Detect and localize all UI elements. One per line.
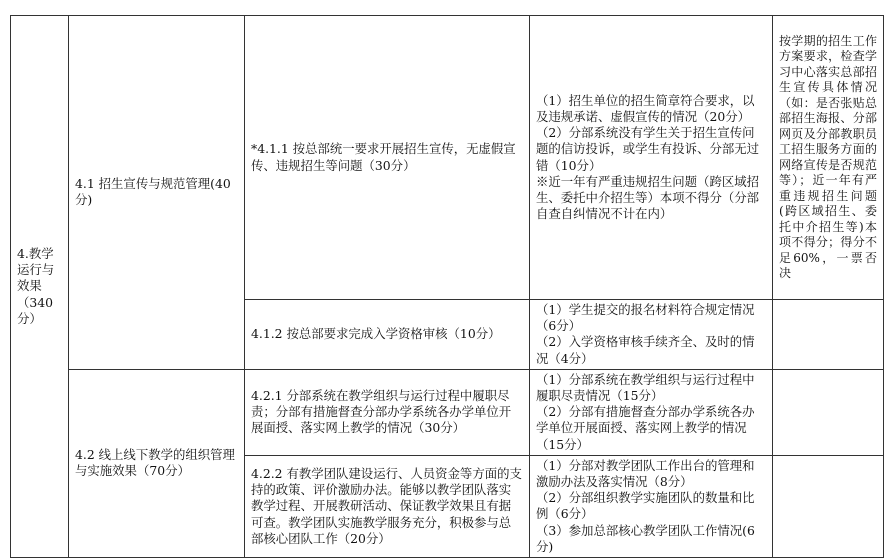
assessment-note-4-1-2 [773,300,884,370]
criteria-4-2-1: （1）分部系统在教学组织与运行过程中履职尽责情况（15分） （2）分部有措施督查分部办学系统各办学单位开展面授、落实网上教学的情况（15分） [530,369,773,455]
table-row [11,16,884,300]
level1-cell: 4.教学运行与效果（340分） [11,16,69,558]
item-title-4-1-2: 4.1.2 按总部要求完成入学资格审核（10分） [245,300,530,370]
criteria-4-1-1: （1）招生单位的招生简章符合要求，以及违规承诺、虚假宣传的情况（20分） （2）分部系统没有学生关于招生宣传问题的信访投诉，或学生有投诉、分部无过错（10分） ※近一年有严重违规招生问题（跨区域招生、委托中介招生等）本项不得分（分部自查自纠情况不计在内） [530,16,773,300]
item-title-4-1-1: *4.1.1 按总部统一要求开展招生宣传，无虚假宣传、违规招生等问题（30分） [245,16,530,300]
criteria-4-1-2: （1）学生提交的报名材料符合规定情况（6分） （2）入学资格审核手续齐全、及时的情况（4分） [530,300,773,370]
item-title-4-2-1: 4.2.1 分部系统在教学组织与运行过程中履职尽责；分部有措施督查分部办学系统各办学单位开展面授、落实网上教学的情况（30分） [245,369,530,455]
criteria-4-2-2: （1）分部对教学团队工作出台的管理和激励办法及落实情况（8分） （2）分部组织教学实施团队的数量和比例（6分） （3）参加总部核心教学团队工作情况(6分) [530,455,773,557]
section-title-4-1: 4.1 招生宣传与规范管理(40分) [69,16,245,370]
table-row [11,369,884,455]
item-title-4-2-2: 4.2.2 有教学团队建设运行、人员资金等方面的支持的政策、评价激励办法。能够以教学团队落实教学过程、开展教研活动、保证教学效果且有据可查。教学团队实施教学服务充分，积极参与总部核心团队工作（20分） [245,455,530,557]
evaluation-table [10,15,884,558]
assessment-note-4-2-2 [773,455,884,557]
assessment-note-4-2-1 [773,369,884,455]
section-title-4-2: 4.2 线上线下教学的组织管理与实施效果（70分） [69,369,245,557]
assessment-note-4-1-1: 按学期的招生工作方案要求，检查学习中心落实总部招生宣传具体情况（如：是否张贴总部招生海报、分部网页及分部教职员工招生服务方面的网络宣传是否规范等）；近一年有严重违规招生问题(跨区域招生、委托中介招生等)本项不得分；得分不足60%，一票否决 [773,16,884,300]
